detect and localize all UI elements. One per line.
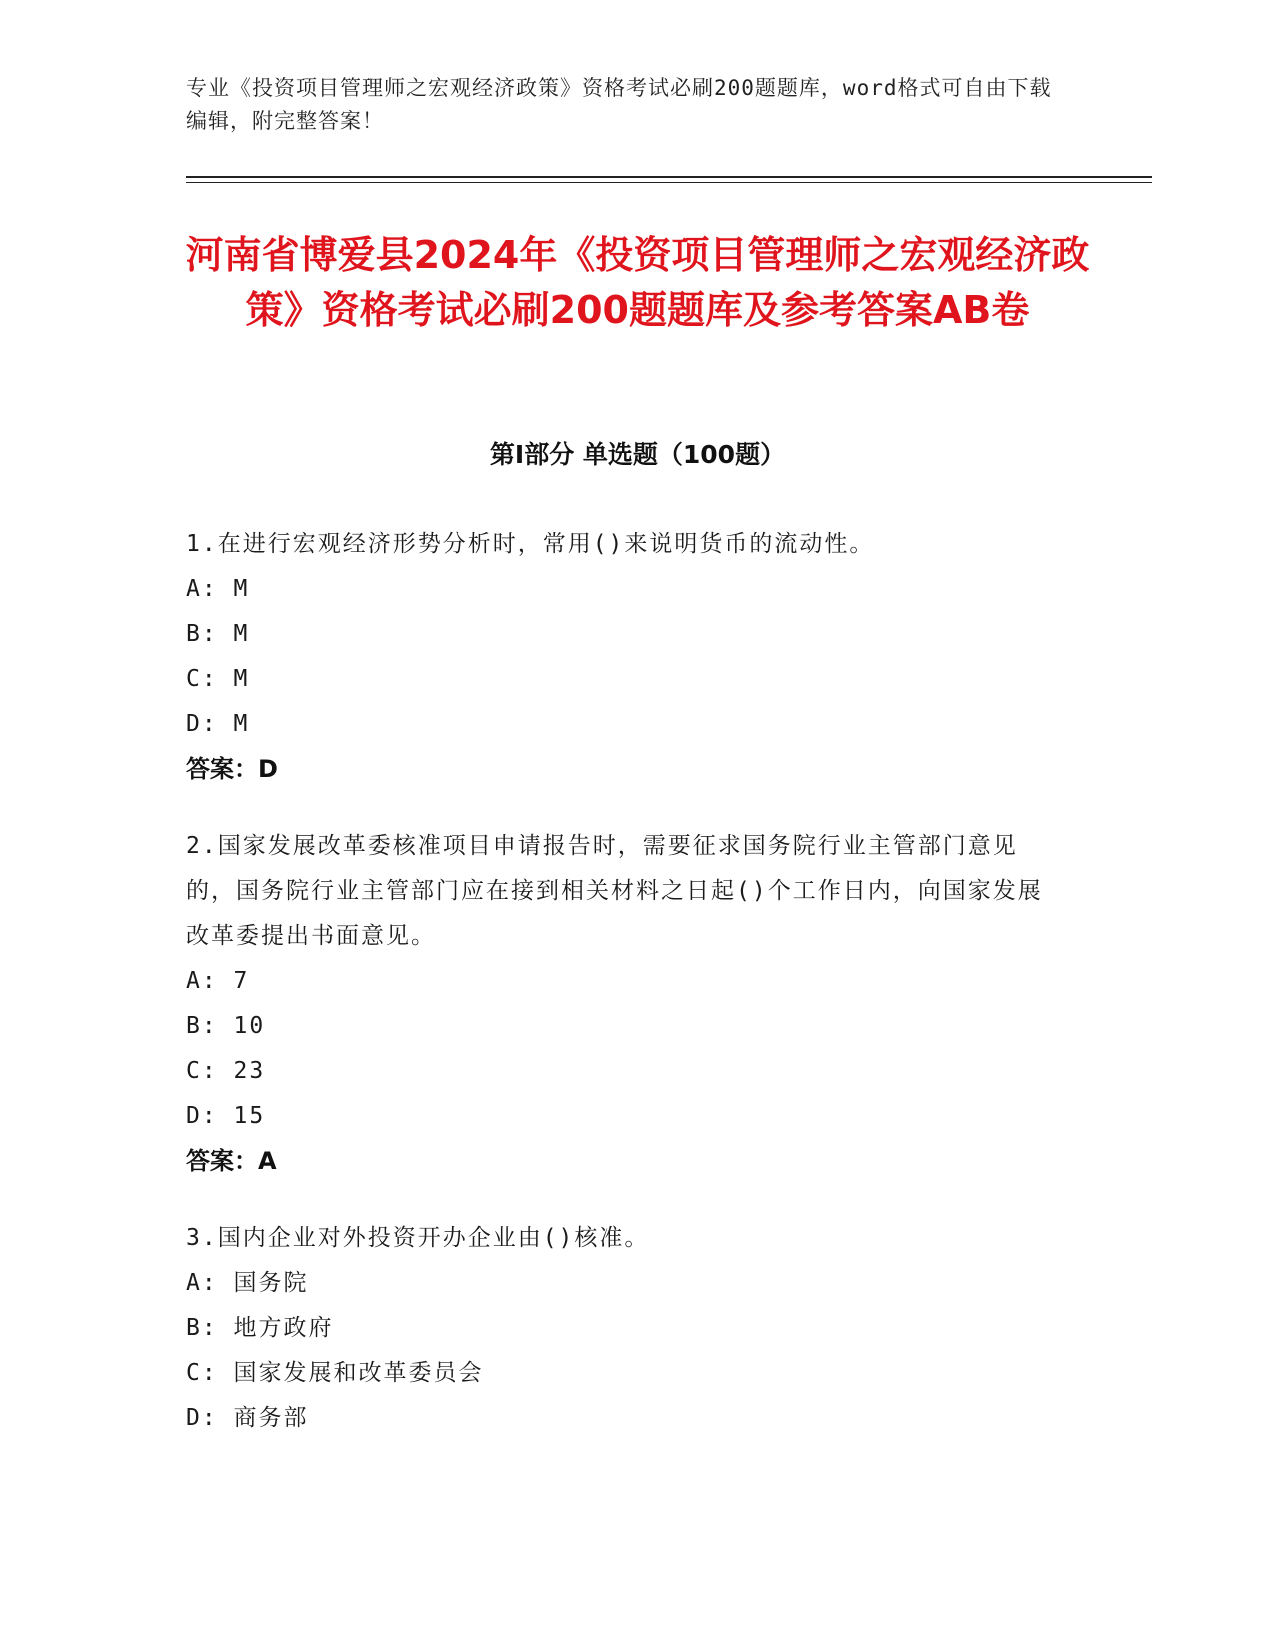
answer: 答案：D <box>186 755 278 783</box>
question-stem: 2.国家发展改革委核准项目申请报告时，需要征求国务院行业主管部门意见的，国务院行业主管部门应在接到相关材料之日起()个工作日内，向国家发展改革委提出书面意见。 <box>186 833 1043 949</box>
option-d: D: M <box>186 711 250 737</box>
option-b: B: 10 <box>186 1013 266 1039</box>
document-title: 河南省博爱县2024年《投资项目管理师之宏观经济政策》资格考试必刷200题题库及参考答案AB卷 <box>185 233 1090 332</box>
question-2 <box>186 824 1066 1184</box>
option-a: A: 国务院 <box>186 1270 309 1296</box>
header-divider-thick <box>186 176 1152 178</box>
question-3 <box>186 1216 1066 1441</box>
section-title: 第Ⅰ部分 单选题（100题） <box>489 440 786 469</box>
question-list <box>186 522 1066 1473</box>
option-d: D: 商务部 <box>186 1405 309 1431</box>
option-a: A: M <box>186 576 250 602</box>
option-c: C: 23 <box>186 1058 266 1084</box>
question-stem: 3.国内企业对外投资开办企业由()核准。 <box>186 1225 650 1251</box>
option-c: C: M <box>186 666 250 692</box>
question-1 <box>186 522 1066 792</box>
option-d: D: 15 <box>186 1103 266 1129</box>
header-divider-thin <box>186 182 1152 183</box>
option-a: A: 7 <box>186 968 250 994</box>
answer: 答案：A <box>186 1147 277 1175</box>
option-b: B: M <box>186 621 250 647</box>
question-stem: 1.在进行宏观经济形势分析时，常用()来说明货币的流动性。 <box>186 531 875 557</box>
header-note: 专业《投资项目管理师之宏观经济政策》资格考试必刷200题题库，word格式可自由下载编辑，附完整答案！ <box>186 76 1052 133</box>
option-b: B: 地方政府 <box>186 1315 334 1341</box>
option-c: C: 国家发展和改革委员会 <box>186 1360 484 1386</box>
